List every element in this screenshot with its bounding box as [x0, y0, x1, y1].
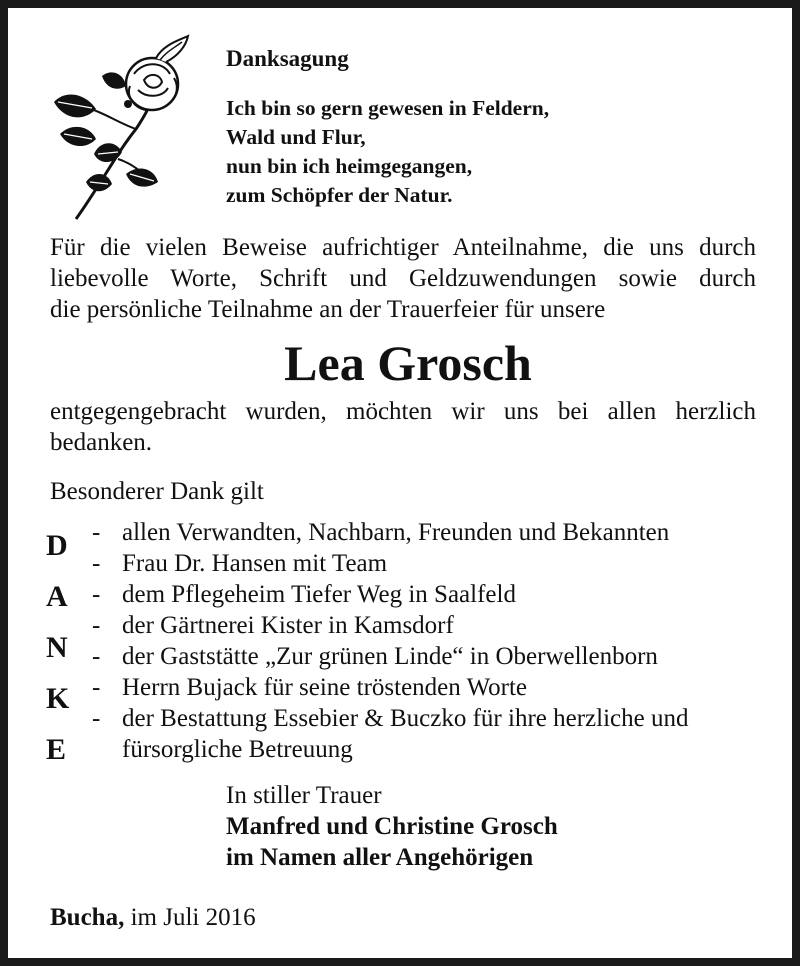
intro-paragraph [50, 232, 756, 325]
danke-letter: E [46, 733, 67, 766]
intro-line: die persönliche Teilnahme an der Trauerfeier für unsere [50, 296, 606, 323]
list-item-text: der Bestattung Essebier & Buczko für ihre herzliche und [122, 705, 689, 732]
signature-relatives: im Namen aller Angehörigen [226, 844, 534, 871]
list-dash: - [92, 612, 101, 639]
date: im Juli 2016 [130, 904, 256, 931]
deceased-name: Lea Grosch [284, 335, 532, 391]
thanks-list [92, 517, 688, 765]
poem-line: zum Schöpfer der Natur. [226, 183, 453, 207]
list-dash: - [92, 674, 101, 701]
intro-line: liebevolle Worte, Schrift und Geldzuwendungen sowie durch [50, 265, 756, 292]
place-date [50, 904, 256, 932]
list-item [92, 548, 688, 579]
danke-letter: K [46, 682, 70, 715]
list-dash: - [92, 519, 101, 546]
list-item-text: der Gaststätte „Zur grünen Linde“ in Oberwellenborn [122, 643, 658, 670]
notice-heading: Danksagung [226, 46, 349, 71]
after-line: entgegengebracht wurden, möchten wir uns bei allen herzlich [50, 398, 756, 425]
danke-letter: N [46, 631, 68, 664]
list-item-text: Herrn Bujack für seine tröstenden Worte [122, 674, 528, 701]
list-item-text: der Gärtnerei Kister in Kamsdorf [122, 612, 454, 639]
list-item [92, 579, 688, 610]
after-line: bedanken. [50, 429, 153, 456]
list-item [92, 517, 688, 548]
after-paragraph [50, 396, 756, 458]
signature-block [226, 780, 558, 873]
rose-icon [46, 34, 206, 224]
list-item [92, 703, 688, 734]
list-dash: - [92, 581, 101, 608]
danke-letter: A [46, 580, 68, 613]
poem-line: Wald und Flur, [226, 125, 366, 149]
list-item-continuation: fürsorgliche Betreuung [122, 736, 353, 763]
signature-names: Manfred und Christine Grosch [226, 813, 558, 840]
poem-line: Ich bin so gern gewesen in Feldern, [226, 96, 550, 120]
place: Bucha, [50, 904, 125, 931]
poem [226, 94, 549, 210]
list-item-text: allen Verwandten, Nachbarn, Freunden und Bekannten [122, 519, 670, 546]
danke-letters [46, 520, 69, 775]
signature-intro: In stiller Trauer [226, 782, 382, 809]
list-dash: - [92, 705, 101, 732]
list-dash: - [92, 550, 101, 577]
special-thanks-label: Besonderer Dank gilt [50, 478, 264, 505]
intro-line: Für die vielen Beweise aufrichtiger Anteilnahme, die uns durch [50, 234, 756, 261]
poem-line: nun bin ich heimgegangen, [226, 154, 473, 178]
list-dash: - [92, 643, 101, 670]
list-item [92, 672, 688, 703]
danke-letter: D [46, 529, 68, 562]
list-item [92, 641, 688, 672]
list-item [92, 610, 688, 641]
list-item-text: Frau Dr. Hansen mit Team [122, 550, 388, 577]
list-item-text: dem Pflegeheim Tiefer Weg in Saalfeld [122, 581, 516, 608]
